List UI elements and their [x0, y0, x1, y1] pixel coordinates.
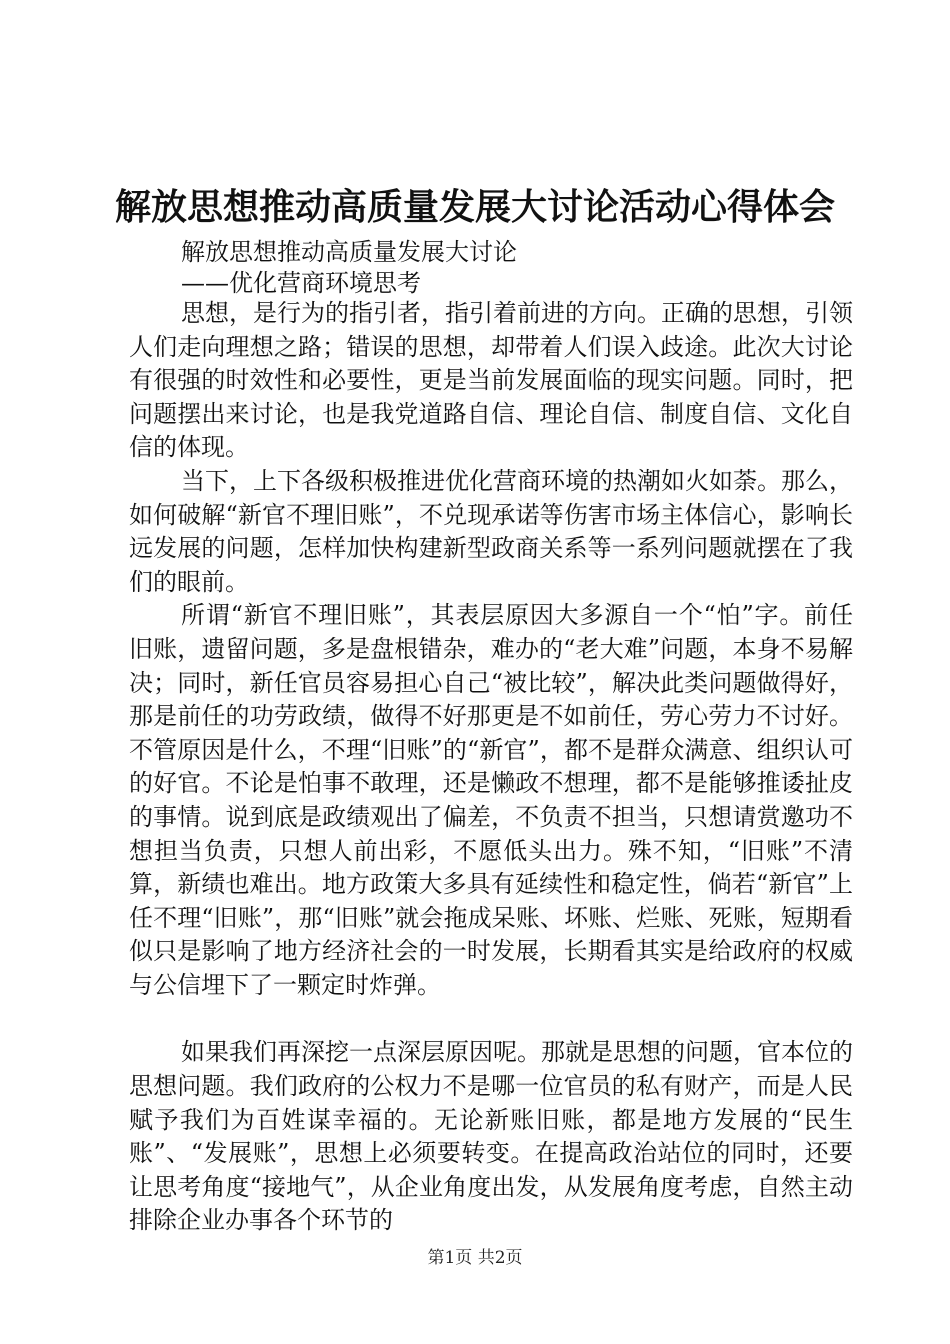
- body-paragraph: 思想，是行为的指引者，指引着前进的方向。正确的思想，引领人们走向理想之路；错误的思想，却带着人们误入歧途。此次大讨论有很强的时效性和必要性，更是当前发展面临的现实问题。同时，把问题摆出来讨论，也是我党道路自信、理论自信、制度自信、文化自信的体现。: [129, 299, 853, 462]
- body-paragraph: 如果我们再深挖一点深层原因呢。那就是思想的问题，官本位的思想问题。我们政府的公权力不是哪一位官员的私有财产，而是人民赋予我们为百姓谋幸福的。无论新账旧账，都是地方发展的“民生账”、“发展账”，思想上必须要转变。在提高政治站位的同时，还要让思考角度“接地气”，从企业角度出发，从发展角度考虑，自然主动排除企业办事各个环节的: [129, 1038, 853, 1235]
- document-subtitle-dash: ——优化营商环境思考: [181, 269, 421, 297]
- document-subtitle: 解放思想推动高质量发展大讨论: [181, 238, 517, 266]
- body-paragraph: 所谓“新官不理旧账”，其表层原因大多源自一个“怕”字。前任旧账，遗留问题，多是盘根错杂，难办的“老大难”问题，本身不易解决；同时，新任官员容易担心自己“被比较”，解决此类问题做得好，那是前任的功劳政绩，做得不好那更是不如前任，劳心劳力不讨好。不管原因是什么，不理“旧账”的“新官”，都不是群众满意、组织认可的好官。不论是怕事不敢理，还是懒政不想理，都不是能够推诿扯皮的事情。说到底是政绩观出了偏差，不负责不担当，只想请赏邀功不想担当负责，只想人前出彩，不愿低头出力。殊不知，“旧账”不清算，新绩也难出。地方政策大多具有延续性和稳定性，倘若“新官”上任不理“旧账”，那“旧账”就会拖成呆账、坏账、烂账、死账，短期看似只是影响了地方经济社会的一时发展，长期看其实是给政府的权威与公信埋下了一颗定时炸弹。: [129, 601, 853, 999]
- page-number-footer: 第1页 共2页: [427, 1248, 523, 1268]
- document-body: [129, 297, 853, 1238]
- body-paragraph: 当下，上下各级积极推进优化营商环境的热潮如火如荼。那么，如何破解“新官不理旧账”，不兑现承诺等伤害市场主体信心，影响长远发展的问题，怎样加快构建新型政商关系等一系列问题就摆在了我们的眼前。: [129, 466, 853, 596]
- document-title: 解放思想推动高质量发展大讨论活动心得体会: [114, 187, 835, 228]
